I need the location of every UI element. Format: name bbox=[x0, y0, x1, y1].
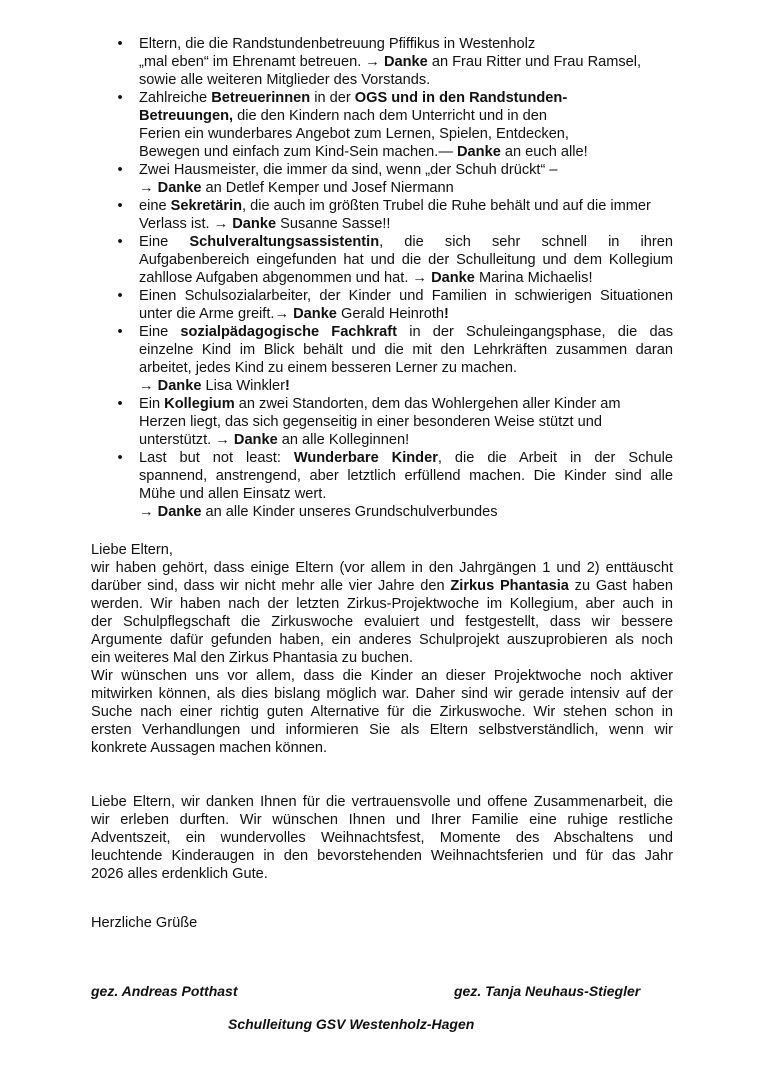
paragraph-line bbox=[91, 811, 673, 829]
text-run: Ferien ein wunderbares Angebot zum Lernen, Spielen, Entdecken, bbox=[139, 126, 569, 142]
zirkus-phantasia-paragraph bbox=[91, 541, 673, 757]
school-management-footer: Schulleitung GSV Westenholz-Hagen bbox=[228, 1016, 475, 1032]
bold-text: Betreuerinnen bbox=[211, 90, 311, 106]
thanks-list-item bbox=[91, 89, 673, 161]
bullet-icon: • bbox=[117, 198, 123, 214]
bold-text: Danke bbox=[157, 378, 202, 394]
bullet-line bbox=[139, 395, 673, 413]
bold-text: Danke bbox=[293, 306, 337, 322]
signature-right: gez. Tanja Neuhaus-Stiegler bbox=[454, 983, 641, 999]
text-run: zu Gast haben bbox=[568, 578, 674, 594]
paragraph-line bbox=[91, 685, 673, 703]
bold-text: Danke bbox=[431, 270, 475, 286]
thanks-list-item bbox=[91, 197, 673, 233]
bold-text: Betreuungen, bbox=[139, 108, 234, 124]
text-run: , die auch im größten Trubel die Ruhe behält und auf die immer bbox=[242, 198, 651, 214]
text-run: Last but not least: bbox=[139, 450, 294, 466]
bold-text: Kollegium bbox=[164, 396, 235, 412]
paragraph-line bbox=[91, 865, 673, 883]
bullet-line bbox=[139, 377, 673, 395]
bullet-line bbox=[139, 323, 673, 341]
text-run: arbeitet, jedes Kind zu einem besseren Lerner zu machen. bbox=[139, 360, 518, 376]
paragraph-line bbox=[91, 613, 673, 631]
bullet-line bbox=[139, 431, 673, 449]
text-run: an Frau Ritter und Frau Ramsel, bbox=[427, 54, 642, 70]
bold-text: Danke bbox=[457, 144, 501, 160]
text-run: eine bbox=[139, 198, 171, 214]
text-run: zahllose Aufgaben abgenommen und hat. → bbox=[139, 270, 432, 286]
text-run: ein weiteres Mal den Zirkus Phantasia zu buchen. bbox=[91, 650, 414, 666]
bullet-line bbox=[139, 503, 673, 521]
text-run: „mal eben“ im Ehrenamt betreuen. → bbox=[139, 54, 384, 70]
text-run: die den Kindern nach dem Unterricht und in den bbox=[233, 108, 548, 124]
text-run: , die die Arbeit in der Schule bbox=[437, 450, 673, 466]
thanks-list-item bbox=[91, 233, 673, 287]
text-run: leuchtende Kinderaugen in den bevorstehenden Weihnachtsferien und für das Jahr bbox=[91, 848, 673, 864]
text-run: an zwei Standorten, dem das Wohlergehen aller Kinder am bbox=[234, 396, 621, 412]
text-run: an Detlef Kemper und Josef Niermann bbox=[201, 180, 454, 196]
paragraph-line bbox=[91, 667, 673, 685]
thanks-bullet-list bbox=[91, 35, 673, 521]
text-run: Aufgabenbereich eingefunden hat und die der Schulleitung und dem Kollegium bbox=[139, 252, 673, 268]
text-run: unterstützt. → bbox=[139, 432, 234, 448]
bullet-icon: • bbox=[117, 234, 123, 250]
text-run: Bewegen und einfach zum Kind-Sein machen.— bbox=[139, 144, 458, 160]
text-run: an alle Kinder unseres Grundschulverbundes bbox=[201, 504, 498, 520]
thanks-list-item bbox=[91, 449, 673, 521]
text-run: Verlass ist. → bbox=[139, 216, 233, 232]
paragraph-line bbox=[91, 793, 673, 811]
bullet-line bbox=[139, 197, 673, 215]
text-run: wir erleben durften. Wir wünschen Ihnen und Ihrer Familie eine ruhige restliche bbox=[91, 812, 673, 828]
bullet-line bbox=[139, 485, 673, 503]
text-run: sowie alle weiteren Mitglieder des Vorstands. bbox=[139, 72, 431, 88]
text-run: Ein bbox=[139, 396, 165, 412]
bold-text: Wunderbare Kinder bbox=[293, 450, 438, 466]
bullet-icon: • bbox=[117, 288, 123, 304]
paragraph-line bbox=[91, 721, 673, 739]
text-run: → bbox=[139, 180, 158, 196]
bold-text: ! bbox=[444, 306, 449, 322]
text-run: wir haben gehört, dass einige Eltern (vor allem in den Jahrgängen 1 und 2) enttäuscht bbox=[91, 560, 673, 576]
text-run: Liebe Eltern, bbox=[91, 542, 173, 558]
bullet-line bbox=[139, 413, 673, 431]
thanks-list-item bbox=[91, 161, 673, 197]
text-run: unter die Arme greift.→ bbox=[139, 306, 294, 322]
text-run: an alle Kolleginnen! bbox=[277, 432, 410, 448]
bold-text: Danke bbox=[233, 432, 278, 448]
text-run: ersten Verhandlungen und informieren Sie als Eltern selbstverständlich, wenn wir bbox=[91, 722, 673, 738]
text-run: einzelne Kind im Blick behält und die mit den Lehrkräften zusammen daran bbox=[139, 342, 673, 358]
greeting: Herzliche Grüße bbox=[91, 915, 198, 931]
bullet-line bbox=[139, 467, 673, 485]
bold-text: Schulveraltungsassistentin bbox=[189, 234, 380, 250]
text-run: in der bbox=[310, 90, 355, 106]
bullet-icon: • bbox=[117, 396, 123, 412]
bullet-line bbox=[139, 107, 673, 125]
bullet-icon: • bbox=[117, 36, 123, 52]
text-run: Eine bbox=[139, 234, 190, 250]
text-run: in der Schuleingangsphase, die das bbox=[397, 324, 674, 340]
text-run: Susanne Sasse!! bbox=[276, 216, 391, 232]
bullet-line bbox=[139, 287, 673, 305]
closing-paragraph bbox=[91, 793, 673, 883]
bullet-icon: • bbox=[117, 162, 123, 178]
text-run: Mühe und allen Einsatz wert. bbox=[139, 486, 327, 502]
text-run: der Schulpflegschaft die Zirkuswoche evaluiert und festgestellt, dass wir bessere bbox=[91, 614, 673, 630]
text-run: Liebe Eltern, wir danken Ihnen für die vertrauensvolle und offene Zusammenarbeit, die bbox=[91, 794, 673, 810]
paragraph-line bbox=[91, 559, 673, 577]
text-run: konkrete Aussagen machen können. bbox=[91, 740, 328, 756]
bold-text: OGS und in den Randstunden- bbox=[354, 90, 568, 106]
bullet-line bbox=[139, 143, 673, 161]
bullet-icon: • bbox=[117, 450, 123, 466]
text-run: → bbox=[139, 378, 158, 394]
text-run: werden. Wir haben nach der letzten Zirkus-Projektwoche im Kollegium, aber auch in bbox=[91, 596, 673, 612]
bullet-line bbox=[139, 125, 673, 143]
paragraph-line bbox=[91, 649, 673, 667]
thanks-list-item bbox=[91, 395, 673, 449]
thanks-list-item bbox=[91, 287, 673, 323]
text-run: darüber sind, dass wir nicht mehr alle vier Jahre den bbox=[91, 578, 451, 594]
text-run: Zwei Hausmeister, die immer da sind, wenn „der Schuh drückt“ – bbox=[139, 162, 558, 178]
bullet-icon: • bbox=[117, 324, 123, 340]
bold-text: Danke bbox=[232, 216, 277, 232]
bullet-line bbox=[139, 179, 673, 197]
paragraph-line bbox=[91, 541, 673, 559]
text-run: Argumente dafür gefunden haben, ein anderes Schulprojekt auszuprobieren als noch bbox=[91, 632, 673, 648]
bold-text: ! bbox=[285, 378, 290, 394]
bullet-icon: • bbox=[117, 90, 123, 106]
paragraph-line bbox=[91, 577, 673, 595]
bullet-line bbox=[139, 449, 673, 467]
text-run: Eine bbox=[139, 324, 181, 340]
text-run: Einen Schulsozialarbeiter, der Kinder und Familien in schwierigen Situationen bbox=[139, 288, 673, 304]
bold-text: sozialpädagogische Fachkraft bbox=[180, 324, 397, 340]
text-run: Gerald Heinroth bbox=[336, 306, 445, 322]
bullet-line bbox=[139, 359, 673, 377]
text-run: 2026 alles erdenklich Gute. bbox=[91, 866, 268, 882]
text-run: an euch alle! bbox=[500, 144, 588, 160]
bullet-line bbox=[139, 89, 673, 107]
text-run: Wir wünschen uns vor allem, dass die Kinder an dieser Projektwoche noch aktiver bbox=[91, 668, 673, 684]
text-run: , die sich sehr schnell in ihren bbox=[379, 234, 674, 250]
bold-text: Danke bbox=[157, 180, 202, 196]
bullet-line bbox=[139, 305, 673, 323]
bullet-line bbox=[139, 269, 673, 287]
text-run: spannend, anstrengend, aber letztlich erfüllend machen. Die Kinder sind alle bbox=[139, 468, 673, 484]
thanks-list-item bbox=[91, 323, 673, 395]
text-run: Herzen liegt, das sich gegenseitig in einer besonderen Weise stützt und bbox=[139, 414, 602, 430]
paragraph-line bbox=[91, 703, 673, 721]
text-run: Lisa Winkler bbox=[201, 378, 285, 394]
text-run: Eltern, die die Randstundenbetreuung Pfiffikus in Westenholz bbox=[139, 36, 536, 52]
paragraph-line bbox=[91, 739, 673, 757]
bullet-line bbox=[139, 161, 673, 179]
bullet-line bbox=[139, 35, 673, 53]
signature-left: gez. Andreas Potthast bbox=[91, 983, 238, 999]
bullet-line bbox=[139, 215, 673, 233]
bold-text: Danke bbox=[383, 54, 428, 70]
text-run: Zahlreiche bbox=[139, 90, 212, 106]
paragraph-line bbox=[91, 595, 673, 613]
bold-text: Sekretärin bbox=[170, 198, 243, 214]
paragraph-line bbox=[91, 829, 673, 847]
bullet-line bbox=[139, 233, 673, 251]
text-run: Suche nach einer richtig guten Alternative für die Zirkuswoche. Wir stehen schon in bbox=[91, 704, 673, 720]
bold-text: Danke bbox=[157, 504, 202, 520]
paragraph-line bbox=[91, 631, 673, 649]
bullet-line bbox=[139, 341, 673, 359]
text-run: mitwirken können, als dies bislang möglich war. Daher sind wir gerade intensiv auf der bbox=[91, 686, 673, 702]
text-run: Marina Michaelis! bbox=[474, 270, 593, 286]
bold-text: Zirkus Phantasia bbox=[450, 578, 569, 594]
thanks-list-item bbox=[91, 35, 673, 89]
text-run: Adventszeit, ein wundervolles Weihnachtsfest, Momente des Abschaltens und bbox=[91, 830, 673, 846]
text-run: → bbox=[139, 504, 158, 520]
bullet-line bbox=[139, 53, 673, 71]
bullet-line bbox=[139, 251, 673, 269]
bullet-line bbox=[139, 71, 673, 89]
paragraph-line bbox=[91, 847, 673, 865]
